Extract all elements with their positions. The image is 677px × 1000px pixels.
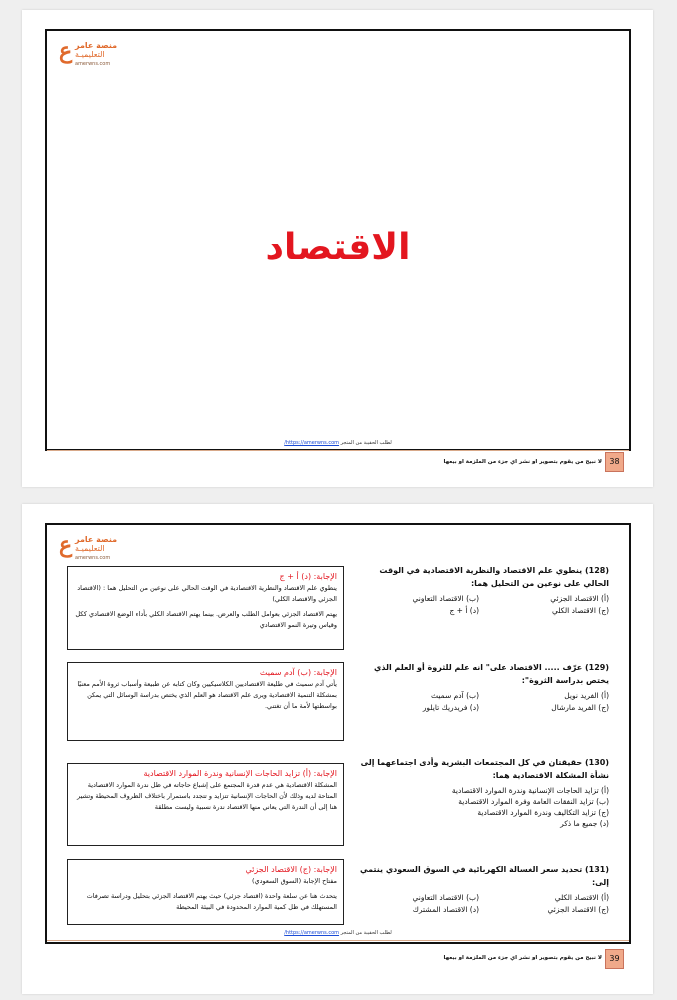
question-130 <box>357 756 609 828</box>
option-d: (د) الاقتصاد المشترك <box>412 905 479 914</box>
page-38 <box>22 10 653 487</box>
option-b: (ب) الاقتصاد التعاوني <box>412 594 479 603</box>
logo-line-2: التعليميـة <box>75 50 105 59</box>
logo-mark-icon: ع <box>59 532 73 558</box>
option-b: (ب) تزايد النفقات العامة وفرة الموارد الاقتصادية <box>458 797 609 806</box>
store-text: لطلب الحقيبة من المتجر <box>340 440 392 446</box>
option-b: (ب) الاقتصاد التعاوني <box>412 893 479 902</box>
answer-paragraph: يهتم الاقتصاد الجزئي بعوامل الطلب والعرض. بينما يهتم الاقتصاد الكلي بأداء الوضع الاقتصادي ككل وقياس وتيرة النمو الاقتصادي <box>75 610 337 629</box>
question-text: (128) ينطوي علم الاقتصاد والنظرية الاقتصادية في الوقت الحالي على نوعين من التحليل هما: <box>379 566 609 588</box>
question-text: (131) تحديد سعر الغسالة الكهربائية في السوق السعودي ينتمي إلى: <box>360 865 609 887</box>
option-a: (أ) الاقتصاد الكلي <box>554 893 609 902</box>
option-b: (ب) آدم سميث <box>431 691 479 700</box>
answer-paragraph: ينطوي علم الاقتصاد والنظرية الاقتصادية في الوقت الحالي على نوعين من التحليل هما : (الاقتصاد الجزئي والاقتصاد الكلي) <box>77 584 337 603</box>
option-c: (ج) تزايد التكاليف وندرة الموارد الاقتصادية <box>477 808 609 817</box>
answer-heading: الإجابة: (أ) تزايد الحاجات الإنسانية وندرة الموارد الاقتصادية <box>143 769 337 778</box>
question-text: (130) حقيقتان في كل المجتمعات البشرية وأدى اجتماعهما إلى نشأة المشكلة الاقتصادية هما: <box>360 758 609 780</box>
question-129 <box>357 661 609 712</box>
option-a: (أ) الاقتصاد الجزئي <box>550 594 609 603</box>
section-title: الاقتصاد <box>265 227 411 268</box>
answer-box-130 <box>67 763 344 846</box>
question-128 <box>357 564 609 615</box>
divider <box>47 940 629 941</box>
answer-box-128 <box>67 566 344 650</box>
page-39 <box>22 504 653 994</box>
store-text: لطلب الحقيبة من المتجر <box>340 930 392 936</box>
logo-line-1: منصة عامر <box>75 41 118 50</box>
store-link[interactable]: https://amerwns.com/ <box>284 930 340 936</box>
copyright-note: لا نبيح من يقوم بتصوير او نشر اي جزء من الملزمة او بيعها <box>443 955 602 961</box>
copyright-note: لا نبيح من يقوم بتصوير او نشر اي جزء من الملزمة او بيعها <box>443 459 602 465</box>
option-d: (د) أ + ج <box>449 606 479 615</box>
page-number: 39 <box>605 949 624 969</box>
option-c: (ج) الفريد مارشال <box>551 703 609 712</box>
answer-box-129 <box>67 662 344 741</box>
divider <box>47 450 629 451</box>
logo-url: amerwns.com <box>75 555 111 561</box>
logo-mark-icon: ع <box>59 38 73 64</box>
page-frame <box>45 29 631 451</box>
page-number: 38 <box>605 452 624 472</box>
option-c: (ج) الاقتصاد الجزئي <box>547 905 609 914</box>
answer-paragraph: يأتي آدم سميث في طليعة الاقتصاديين الكلاسيكيين وكان كتابه عن طبيعة وأسباب ثروة الأمم معنيًا بمشكلة التنمية الاقتصادية ويرى علم الاقتصاد هو العلم الذي يختص بدراسة الوسائل التي يمكن بواسطتها لأمة ما أن تغتني. <box>77 680 337 710</box>
answer-box-131 <box>67 859 344 925</box>
answer-heading: الإجابة: (ج) الاقتصاد الجزئي <box>245 865 337 874</box>
question-131 <box>357 863 609 914</box>
option-c: (ج) الاقتصاد الكلي <box>551 606 609 615</box>
answer-heading: الإجابة: (ب) آدم سميث <box>259 668 337 677</box>
answer-paragraph: المشكلة الاقتصادية هي عدم قدرة المجتمع على إشباع حاجاته في ظل ندرة الموارد الاقتصادية المتاحة لديه وذلك لأن الحاجات الإنسانية تتزايد و تتجدد باستمرار باختلاف الظروف المحيطة وتشير هنا إلى أن الندرة التي يعاني منها الاقتصاد ندرة نسبية وليست مطلقة <box>76 781 337 811</box>
store-line <box>47 440 629 446</box>
option-d: (د) جميع ما ذكر <box>560 819 609 828</box>
brand-logo <box>57 38 117 78</box>
option-a: (أ) الفريد نويل <box>564 691 609 700</box>
option-a: (أ) تزايد الحاجات الإنسانية وندرة الموارد الاقتصادية <box>451 786 609 795</box>
store-link[interactable]: https://amerwns.com/ <box>284 440 340 446</box>
option-d: (د) فريدريك تايلور <box>422 703 479 712</box>
page-frame <box>45 523 631 944</box>
logo-line-2: التعليميـة <box>75 544 105 553</box>
logo-line-1: منصة عامر <box>75 535 118 544</box>
store-line <box>47 930 629 936</box>
answer-paragraph: يتحدث هنا عن سلعة واحدة (اقتصاد جزئي) حيث يهتم الاقتصاد الجزئي بتحليل ودراسة تصرفات المستهلك في ظل كمية الموارد المحدودة في البيئة المحيطة <box>86 892 337 911</box>
logo-url: amerwns.com <box>75 61 111 67</box>
question-text: (129) عرّف ..... الاقتصاد على" انه علم للثروة أو العلم الذي يختص بدراسة الثروة": <box>373 663 609 685</box>
answer-paragraph: مفتاح الإجابة (السوق السعودي) <box>251 877 337 885</box>
answer-heading: الإجابة: (د) أ + ج <box>279 572 337 581</box>
